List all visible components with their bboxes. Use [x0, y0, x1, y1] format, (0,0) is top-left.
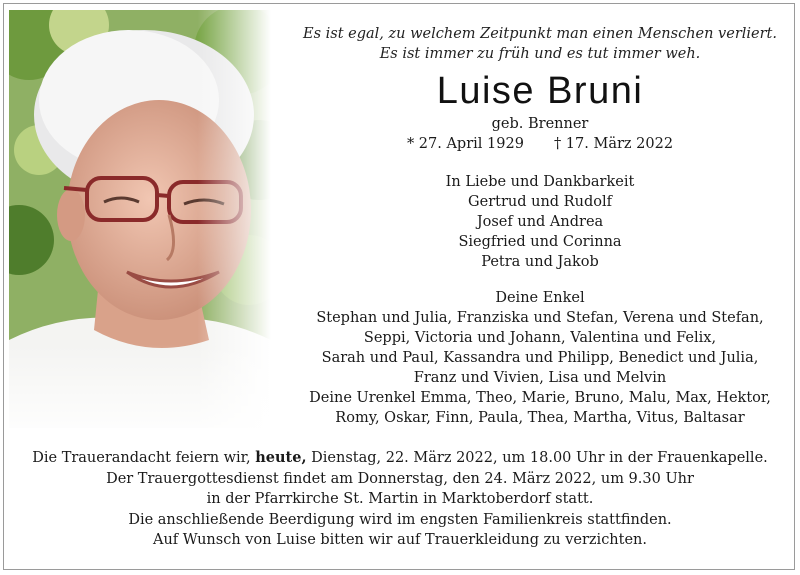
family-intro: In Liebe und Dankbarkeit [445, 174, 635, 190]
service-line-2: Der Trauergottesdienst findet am Donnerstag, den 24. März 2022, um 9.30 Uhr [106, 470, 694, 487]
service-today: heute, [255, 449, 307, 466]
grandchildren-line: Seppi, Victoria und Johann, Valentina und Felix, [363, 330, 717, 346]
grandchildren-line: Sarah und Paul, Kassandra und Philipp, Benedict und Julia, [321, 350, 759, 366]
service-line-5: Auf Wunsch von Luise bitten wir auf Trauerkleidung zu verzichten. [152, 532, 648, 548]
deceased-name: Luise Bruni [436, 70, 644, 112]
service-line-4: Die anschließende Beerdigung wird im engsten Familienkreis stattfinden. [128, 511, 672, 528]
service-line-1 [20, 448, 780, 469]
grandchildren-line: Stephan und Julia, Franziska und Stefan, Verena und Stefan, [316, 310, 764, 326]
death-date: † 17. März 2022 [553, 136, 674, 152]
quote-line-1: Es ist egal, zu welchem Zeitpunkt man einen Menschen verliert. [303, 26, 777, 42]
life-dates [290, 134, 790, 154]
quote-line-2: Es ist immer zu früh und es tut immer weh. [379, 46, 701, 62]
family-member: Petra und Jakob [481, 254, 599, 270]
service-line-1-pre: Die Trauerandacht feiern wir, [32, 450, 256, 466]
great-grandchildren-line: Romy, Oskar, Finn, Paula, Thea, Martha, Vitus, Baltasar [335, 410, 745, 426]
service-line-1-post: Dienstag, 22. März 2022, um 18.00 Uhr in der Frauenkapelle. [306, 450, 768, 466]
birth-name: geb. Brenner [491, 116, 589, 132]
obituary-text [290, 24, 790, 428]
grandchildren-line: Franz und Vivien, Lisa und Melvin [413, 370, 667, 386]
family-member: Josef und Andrea [476, 214, 604, 230]
grandchildren-intro: Deine Enkel [495, 290, 585, 306]
service-details [20, 448, 780, 551]
family-member: Gertrud und Rudolf [468, 194, 612, 210]
family-member: Siegfried und Corinna [458, 234, 622, 250]
service-line-3: in der Pfarrkirche St. Martin in Marktoberdorf statt. [206, 491, 594, 507]
portrait-photo [9, 10, 271, 428]
birth-date: * 27. April 1929 [406, 136, 524, 152]
great-grandchildren-line: Deine Urenkel Emma, Theo, Marie, Bruno, Malu, Max, Hektor, [309, 390, 771, 406]
